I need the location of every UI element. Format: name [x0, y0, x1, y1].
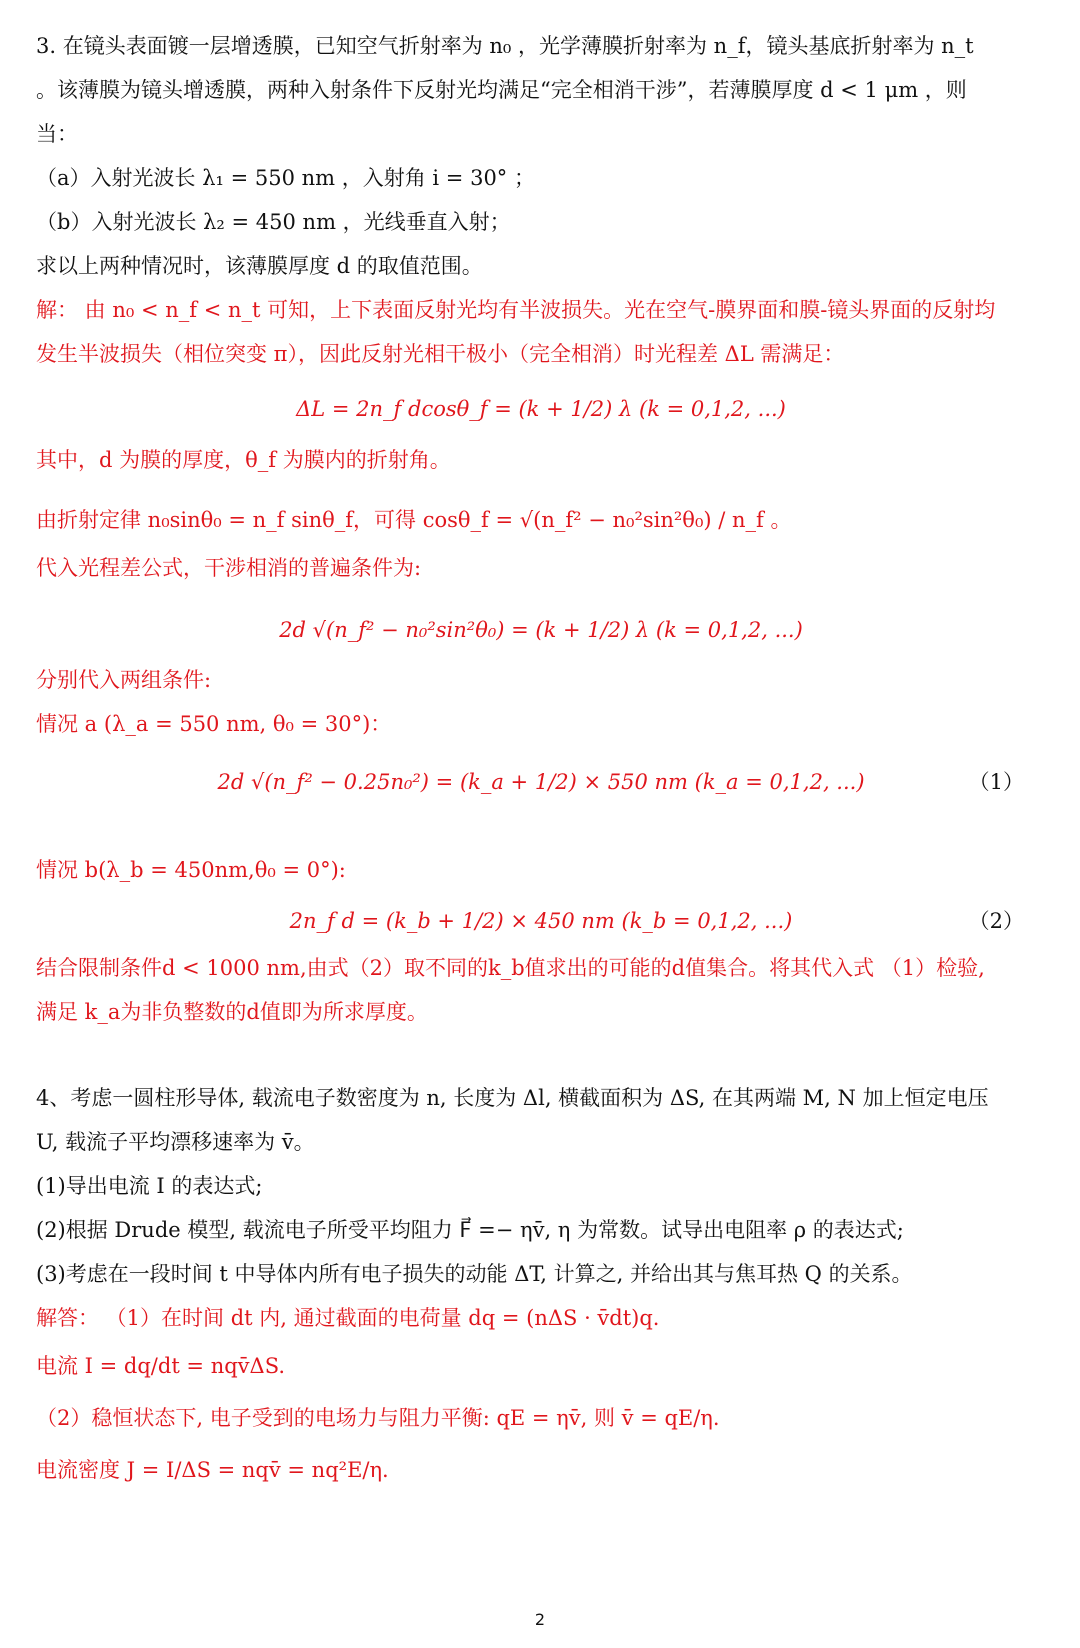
equation-number-1: （1）	[968, 770, 1024, 794]
solution3-snell: 由折射定律 n₀sinθ₀ = n_f sinθ_f，可得 cosθ_f = √(n_f² − n₀²sin²θ₀) / n_f 。	[36, 508, 792, 532]
solution4-line1: 解答： （1）在时间 dt 内, 通过截面的电荷量 dq = (nΔS · v̄dt)q.	[36, 1306, 660, 1330]
solution3-case-b-label: 情况 b(λ_b = 450nm,θ₀ = 0°):	[36, 858, 346, 882]
solution4-line4: 电流密度 J = I/ΔS = nqv̄ = nq²E/η.	[36, 1458, 389, 1482]
equation-case-b-body: 2n_f d = (k_b + 1/2) × 450 nm (k_b = 0,1,2, ...)	[289, 909, 793, 933]
solution4-line2: 电流 I = dq/dt = nqv̄ΔS.	[36, 1354, 286, 1378]
page-number: 2	[534, 1610, 546, 1629]
equation-case-a	[36, 754, 1046, 810]
equation-case-a-body: 2d √(n_f² − 0.25n₀²) = (k_a + 1/2) × 550 nm (k_a = 0,1,2, ...)	[217, 770, 865, 794]
problem3-case-b: （b）入射光波长 λ₂ = 450 nm ，光线垂直入射；	[36, 210, 511, 234]
solution3-where: 其中，d 为膜的厚度，θ_f 为膜内的折射角。	[36, 448, 451, 472]
solution3-case-a-label: 情况 a (λ_a = 550 nm, θ₀ = 30°)：	[36, 712, 392, 736]
problem4-stem-line1: 4、考虑一圆柱形导体, 载流电子数密度为 n, 长度为 Δl, 横截面积为 ΔS, 在其两端 M, N 加上恒定电压	[36, 1086, 989, 1110]
solution3-combine2: 满足 k_a为非负整数的d值即为所求厚度。	[36, 1000, 428, 1024]
solution3-combine1: 结合限制条件d < 1000 nm,由式（2）取不同的k_b值求出的可能的d值集合。将其代入式 （1）检验,	[36, 956, 985, 980]
solution3-substitute: 代入光程差公式，干涉相消的普遍条件为:	[36, 556, 422, 580]
problem3-question: 求以上两种情况时，该薄膜厚度 d 的取值范围。	[36, 254, 483, 278]
problem3-stem-line1: 3. 在镜头表面镀一层增透膜，已知空气折射率为 n₀ ，光学薄膜折射率为 n_f，镜头基底折射率为 n_t	[36, 34, 974, 58]
problem4-stem-line2: U, 载流子平均漂移速率为 v̄。	[36, 1130, 315, 1154]
problem3-stem-line3: 当：	[36, 122, 78, 146]
problem4-part2: (2)根据 Drude 模型, 载流电子所受平均阻力 F⃗ =− ηv̄, η 为常数。试导出电阻率 ρ 的表达式;	[36, 1218, 904, 1242]
equation-number-2: （2）	[968, 909, 1024, 933]
solution3-line2: 发生半波损失（相位突变 π），因此反射光相干极小（完全相消）时光程差 ΔL 需满足：	[36, 342, 845, 366]
solution4-line3: （2）稳恒状态下, 电子受到的电场力与阻力平衡: qE = ηv̄, 则 v̄ = qE/η.	[36, 1406, 720, 1430]
document-page	[36, 24, 1046, 1496]
solution3-separately: 分别代入两组条件:	[36, 668, 212, 692]
equation-general-condition: 2d √(n_f² − n₀²sin²θ₀) = (k + 1/2) λ (k = 0,1,2, ...)	[279, 618, 803, 642]
problem3-case-a: （a）入射光波长 λ₁ = 550 nm ，入射角 i = 30° ；	[36, 166, 535, 190]
problem4-part1: (1)导出电流 I 的表达式;	[36, 1174, 263, 1198]
solution3-line1: 解： 由 n₀ < n_f < n_t 可知，上下表面反射光均有半波损失。光在空气-膜界面和膜-镜头界面的反射均	[36, 298, 996, 322]
problem4-part3: (3)考虑在一段时间 t 中导体内所有电子损失的动能 ΔT, 计算之, 并给出其与焦耳热 Q 的关系。	[36, 1262, 913, 1286]
equation-path-difference: ΔL = 2n_f dcosθ_f = (k + 1/2) λ (k = 0,1,2, ...)	[296, 397, 786, 421]
equation-case-b	[36, 896, 1046, 946]
problem3-stem-line2: 。该薄膜为镜头增透膜，两种入射条件下反射光均满足“完全相消干涉”，若薄膜厚度 d < 1 μm ，则	[36, 78, 967, 102]
